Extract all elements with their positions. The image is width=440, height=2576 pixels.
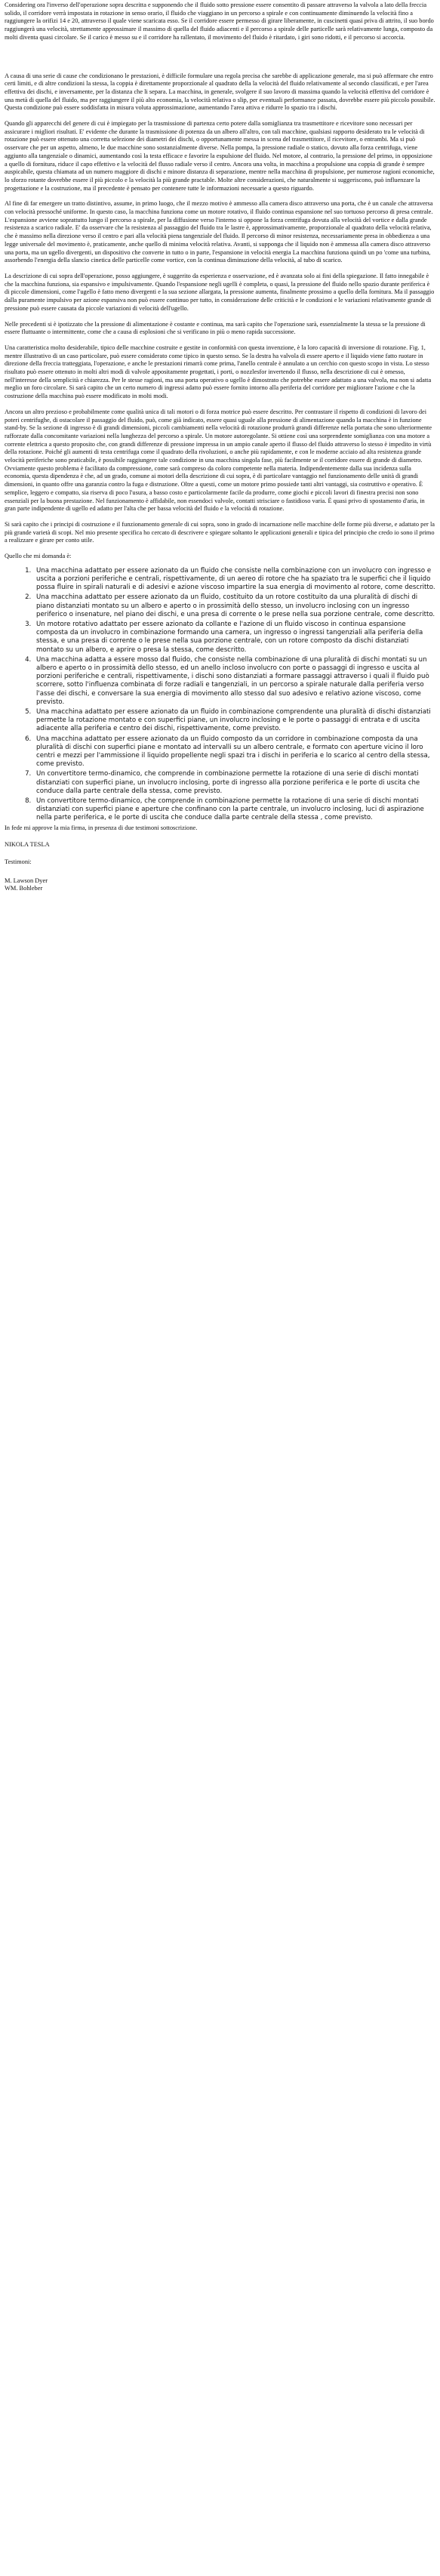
body-paragraph: Una caratteristica molto desiderabile, tipico delle macchine costruite e gestite in conformità con questa invenzione, è la loro capacità di inversione di rotazione. Fig. 1, mentre illustrativo di un caso particolare, può essere considerato come tipico in questo senso. Se la destra ha valvola di essere aperto e il liquido viene fatto ruotare in direzione della freccia tratteggiata, l'operazione, e anche le prestazioni rimarrà come prima, l'anello centrale è annulato a un cerchio con questo scopo in vista. Lo stesso risultato può essere ottenuto in molti altri modi di valvole appositamente progettati, i porti, o nozzlesfor invertendo il flusso, nella descrizione di cui è omesso, nell'interesse della semplicità e chiarezza. Per le stesse ragioni, ma una porta operativo o ugello è dimostrato che potrebbe essere adattato a una valvola, ma non si adatta meglio un foro circolare. Si sarà capito che un certo numero di ingressi adatto può essere fornito intorno alla periferia del corridore per migliorare l'azione e che la costruzione della macchina può essere modificato in molti modi. <box>5 344 432 400</box>
claim-item: 4. Una macchina adatta a essere mosso dal fluido, che consiste nella combinazione di una pluralità di dischi montati su un albero e aperto o in prossimità dello stesso, ed un anello incloso involucro con porte o passaggi di ingresso e uscita al porzioni periferiche e centrali, rispettivamente, i dischi sono distanziati a formare passaggi attraverso i quali il fluido può scorrere, sotto l'influenza combinata di forze radiali e tangenziali, in un percorso a spirale naturale dalla periferia verso l'asse dei dischi, e conversare la sua energia di movimento allo stesso dal suo adesivo e relativo azione viscoso, come previsto. <box>33 656 435 707</box>
claim-item: 3. Un motore rotativo adattato per essere azionato da collante e l'azione di un fluido viscoso in continua espansione composta da un involucro in combinazione formando una camera, un ingresso o ingressi tangenziali alla periferia della stessa, e una presa di corrente o le prese nella sua porzione centrale, con un rotore composto da dischi distanziati montato su un albero, e aprire o presa la stessa, come descritto. <box>33 621 435 655</box>
body-paragraph: Ancora un altro prezioso e probabilmente come qualità unica di tali motori o di forza motrice può essere descritto. Per contrastare il rispetto di condizioni di lavoro dei poteri centrifughe, di ostacolare il passaggio del fluido, può, come già indicato, essere quasi uguale alla pressione di alimentazione quando la macchina è in funzione stand-by. Se la sezione di ingresso è di grandi dimensioni, piccoli cambiamenti nella velocità di rotazione produrrà grandi differenze nella portata che sono ulteriormente rafforzate dalla concomitante variazioni nella lunghezza del percorso a spirale. Un motore autoregolante. Si ottiene così una sorprendente somiglianza con una motore a corrente elettrica a questo proposito che, con grandi differenze di pressione impressa in un ampio canale aperto il flusso del fluido attraverso lo stesso è impedito in virtù della rotazione. Poiché gli aumenti di testa centrifuga come il quadrato della rivoluzioni, o anche più rapidamente, e con le moderne acciaio ad alta resistenza grande velocità periferiche sono praticabile, è possibile raggiungere tale condizione in una macchina singola fase, più facilmente se il corridore essere di grande di diametro. Ovviamente questo problema è facilitato da compressione, come sarà compreso da coloro competente nella materia. Indipendentemente dalla sua incidenza sulla economia, questa dipendenza è che, ad un grado, comune ai motori della descrizione di cui sopra, è di particolare vantaggio nel funzionamento delle unità di grandi dimensioni, in quanto offre una garanzia contro la fuga e distruzione. Oltre a questi, come un motore primo possiede tanti altri vantaggi, sia costruttivo e operativo. È semplice, leggero e compatto, sia riserva di poco l'usura, a basso costo e particolarmente facile da produrre, come giochi e piccoli lavori di finestra precisi non sono essenziali per la buona prestazione. Nel funzionamento è affidabile, non essendoci valvole, contatti strisciare o fastidioso varia. È quasi privo di spostamento d'aria, in gran parte indipendente di ugello ed adatto per l'alta che per bassa velocità del fluido e la velocità di rotazione. <box>5 408 432 513</box>
witness-name: WM. Bohleber <box>5 885 43 892</box>
claims-intro: Quello che mi domanda è: <box>5 553 72 560</box>
body-paragraph: A causa di una serie di cause che condizionano le prestazioni, è difficile formulare una regola precisa che sarebbe di applicazione generale, ma si può affermare che entro certi limiti, e di altre condizioni la stessa, la coppia è direttamente proporzionale al quadrato della la velocità del fluido relativamente al secondo classificati, e per l'area effettiva dei dischi, e inversamente, per la distanza che li separa. La macchina, in generale, svolgere il suo lavoro di massima quando la velocità effettiva del corridore è una metà di quella del fluido, ma per raggiungere il più alto economia, la velocità relativa o slip, per eventuali performance passata, dovrebbe essere più piccolo possibile. Questa condizione può essere soddisfatta in misura voluta approssimazione, aumentando l'area attiva e ridurre lo spazio tra i dischi. <box>5 72 435 112</box>
claim-item: 2. Una macchina adattato per essere azionato da un fluido, costituito da un rotore costituito da una pluralità di dischi di piano distanziati montato su un albero e aperto o in prossimità dello stesso, un involucro inclosing con un ingresso periferico o insenature, nel piano dei dischi, e una presa di corrente o le prese nella sua porzione centrale, come descritto. <box>33 593 435 619</box>
body-paragraph: La descrizione di cui sopra dell'operazione, posso aggiungere, è suggerito da esperienza e osservazione, ed è avanzata solo ai fini della spiegazione. Il fatto innegabile è che la macchina funziona, sia espansivo e impulsivamente. Quando l'espansione negli ugelli è completa, o quasi, la pressione del fluido nello spazio durante periferica è di piccole dimensioni, come l'ugello è fatto meno divergenti e la sua sezione allargata, la pressione aumenta, finalmente prossimo a quello della fornitura. Ma il passaggio dalla puramente impulsivo per azione espansiva non può essere continuo per tutto, in considerazione delle criticità e le condizioni e le variazioni relativamente grande di pressione può essere causata da piccole variazioni di velocità dell'ugello. <box>5 272 435 312</box>
witnesses-label: Testimoni: <box>5 858 32 866</box>
body-paragraph: Si sarà capito che i principi di costruzione e il funzionamento generale di cui sopra, sono in grado di incarnazione nelle macchine delle forme più diverse, e adattato per la più grande varietà di scopi. Nel mio presente specifica ho cercato di descrivere e spiegare soltanto le applicazioni generali e tipica del principio che credo io sono il primo a realizzare e girare per conto utile. <box>5 520 435 544</box>
body-paragraphs <box>5 2 435 545</box>
body-paragraph: Nelle precedenti si è ipotizzato che la pressione di alimentazione è costante e continua, ma sarà capito che l'operazione sarà, essenzialmente la stessa se la pressione di essere fluttuante o intermittente, come che a causa di esplosioni che si verificano in più o meno rapida successione. <box>5 320 426 336</box>
body-paragraph: Quando gli apparecchi del genere di cui è impiegato per la trasmissione di partenza certo potere dalla somiglianza tra trasmettitore e ricevitore sono necessari per assicurare i migliori risultati. E' evidente che durante la trasmissione di potenza da un albero all'altro, con tali macchine, qualsiasi rapporto desiderato tra le velocità di rotazione può essere ottenuto una corretta selezione dei diametri dei dischi, o opportunamente messa in scena del trasmettitore, il ricevitore, o entrambi. Ma si può osservare che per un aspetto, almeno, le due macchine sono sostanzialmente diverse. Nella pompa, la pressione radiale o statico, dovuto alla forza centrifuga, viene aggiunto alla tangenziale o dinamici, aumentando così la testa efficace e favorire la espulsione del fluido. Nel motore, al contrario, la pressione del primo, in opposizione a quello di fornitura, riduce il capo effettivo e la velocità del flusso radiale verso il centro. Ancora una volta, in macchina a propulsione una coppia di grande è sempre auspicabile, questa chiamata ad un numero maggiore di dischi e minore distanza di separazione, mentre nella macchina di propulsione, per numerose ragioni economiche, lo sforzo rotante dovrebbe essere il più piccolo e la velocità la più grande practable. Molte altre considerazioni, che naturalmente si suggeriscono, può influenzare la progettazione e la costruzione, ma il precedente è pensato per contenere tutte le informazioni necessarie a questo riguardo. <box>5 120 435 192</box>
body-paragraph: Al fine di far emergere un tratto distintivo, assume, in primo luogo, che il mezzo motivo è ammesso alla camera disco attraverso una porta, che è un canale che attraversa con velocità pressoché uniforme. In questo caso, la macchina funziona come un motore rotativo, il fluido continua espansione nel suo tortuoso percorso di presa centrale. L'espansione avviene soprattutto lungo il percorso a spirale, per la diffusione verso l'interno si oppone la forza centrifuga dovuta alla velocità del vortice e dalla grande resistenza a scarico radiale. E' da osservare che la resistenza al passaggio del fluido tra le lastre è, approssimativamente, proporzionale al quadrato della velocità relativa, che è massimo nella direzione verso il centro e pari alla velocità piena tangenziale del fluido. Il percorso di minor resistenza, necessariamente presa in obbedienza a una legge universale del movimento è, praticamente, anche quello di minima velocità relativa. Avanti, si supponga che il liquido non è ammessa alla camera disco attraverso una porta, ma un ugello divergenti, un dispositivo che converte in tutto o in parte, l'espansione in velocità energia La macchina funziona quindi un po 'come una turbina, assorbendo l'energia della slancio cinetica delle particelle come vortice, con la continua diminuzione della velocità, al tubo di scarico. <box>5 200 433 264</box>
body-paragraph: Considering ora l'inverso dell'operazione sopra descritta e supponendo che il fluido sotto pressione essere consentito di passare attraverso la valvola a lato della freccia solido, il corridore verrà impostata in rotazione in senso orario, il fluido che viaggiano in un percorso a spirale e con continuamente diminuendo la velocità fino a raggiungere la orifizi 14 e 20, attraverso il quale viene scaricata esso. Se il corridore essere permesso di girare liberamente, in cuscinetti quasi priva di attrito, il suo bordo raggiungerà una velocità, strettamente approssimare il massimo di quella del fluido adiacenti e il percorso a spirale delle particelle sarà relativamente lunga, composto da molti diventa quasi circolare. Se il carico è messo su e il corridore ha rallentato, il movimento del fluido è ritardato, i giri sono ridotti, e il percorso si accorcia. <box>5 2 434 41</box>
witnesses-list <box>5 877 435 893</box>
witness-name: M. Lawson Dyer <box>5 877 48 884</box>
claim-item: 8. Un convertitore termo-dinamico, che comprende in combinazione permette la rotazione di una serie di dischi montati distanziati con superfici piane e aperture che confinano con la parte centrale, un involucro inclosing, luci di aspirazione nella parte periferica, e le porte di uscita che conduce dalla parte centrale della stessa , come previsto. <box>33 797 435 823</box>
closing-statement: In fede mi approve la mia firma, in presenza di due testimoni sottoscrizione. <box>5 824 198 831</box>
claim-item: 5. Una macchina adattato per essere azionato da un fluido in combinazione comprendente una pluralità di dischi distanziati permette la rotazione montato e con superfici piane, un involucro inclosing e le porte o passaggi di entrata e di uscita adiacente alla periferia e centro dei dischi, rispettivamente, come previsto. <box>33 708 435 734</box>
claim-item: 1. Una macchina adattato per essere azionato da un fluido che consiste nella combinazione con un involucro con ingresso e uscita a porzioni periferiche e centrali, rispettivamente, di un aereo di rotore che ha spaziato tra le superfici che il liquido possa fluire in spirali naturali e di adesivi e azione viscoso impartire la sua energia di movimento al rotore, come descritto. <box>33 567 435 593</box>
claim-item: 6. Una macchina adattato per essere azionato da un fluido composto da un corridore in combinazione composta da una pluralità di dischi con superfici piane e montato ad intervalli su un albero centrale, e formato con aperture vicino il loro centri e mezzi per l'ammissione il liquido propellente negli spazi tra i dischi in periferia e lo scarico al centro della stessa, come previsto. <box>33 735 435 769</box>
claim-item: 7. Un convertitore termo-dinamico, che comprende in combinazione permette la rotazione di una serie di dischi montati distanziati con superfici piane, un involucro inclosing, porte di ingresso alla porzione periferica e le porte di uscita che conduce dalla parte centrale della stessa, come previsto. <box>33 770 435 796</box>
patent-document <box>0 0 440 893</box>
inventor-signature: NIKOLA TESLA <box>5 841 50 849</box>
claims-list <box>5 567 435 823</box>
